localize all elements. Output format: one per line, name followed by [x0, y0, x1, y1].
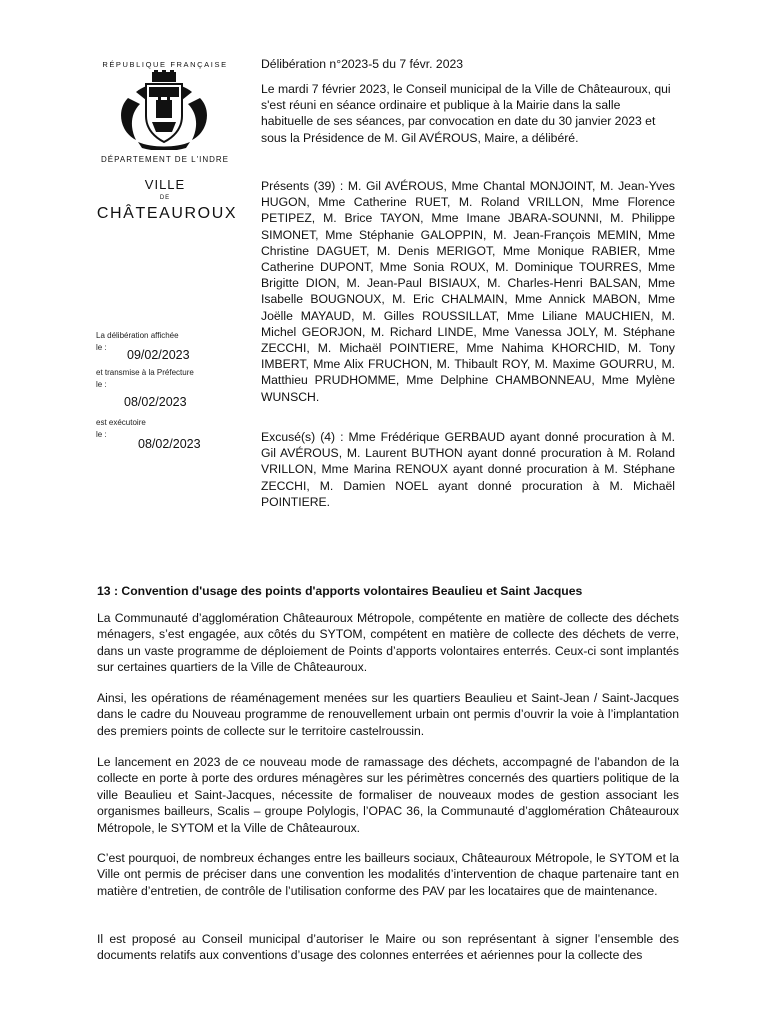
city-name: CHÂTEAUROUX	[96, 205, 238, 222]
affichee-label: La délibération affichée	[96, 331, 179, 340]
prefecture-le: le :	[96, 380, 107, 389]
affichee-date: 09/02/2023	[127, 348, 190, 362]
executoire-le: le :	[96, 430, 107, 439]
paragraph-3: Le lancement en 2023 de ce nouveau mode de ramassage des déchets, accompagné de l’abandon de la collecte en porte à porte des ordures ménagères sur les périmètres concernés des quartiers politique de la ville Beaulieu et Saint-Jacques, nécessite de formaliser de nouveaux modes de gestion associant les organismes bailleurs, Scalis – groupe Polylogis, l’OPAC 36, la Communauté d’agglomération Châteauroux Métropole, le SYTOM et la Ville de Châteauroux.	[97, 755, 679, 835]
de-label: DE	[159, 195, 171, 201]
ville-label: VILLE	[144, 177, 186, 192]
excuses-list: Excusé(s) (4) : Mme Frédérique GERBAUD ayant donné procuration à M. Gil AVÉROUS, M. Laurent BUTHON ayant donné procuration à M. Roland VRILLON, Mme Marina RENOUX ayant donné procuration à M. Stéphane ZECCHI, M. Damien NOEL ayant donné procuration à M. Michaël POINTIERE.	[261, 430, 675, 509]
section-title: 13 : Convention d'usage des points d'apports volontaires Beaulieu et Saint Jacques	[97, 584, 583, 598]
paragraph-2: Ainsi, les opérations de réaménagement menées sur les quartiers Beaulieu et Saint-Jean / Saint-Jacques dans le cadre du Nouveau programme de renouvellement urbain ont permis d’ouvrir la voie à l’implantation des premiers points de collecte sur le territoire castelroussin.	[97, 691, 679, 738]
prefecture-date: 08/02/2023	[124, 395, 187, 409]
deliberation-intro: Le mardi 7 février 2023, le Conseil municipal de la Ville de Châteauroux, qui s'est réuni en séance ordinaire et publique à la Mairie dans la salle habituelle de ses séances, par convocation en date du 30 janvier 2023 et sous la Présidence de M. Gil AVÉROUS, Maire, a délibéré.	[261, 82, 671, 145]
prefecture-label: et transmise à la Préfecture	[96, 368, 194, 377]
paragraph-1: La Communauté d’agglomération Châteauroux Métropole, compétente en matière de collecte des déchets ménagers, s’est engagée, aux côtés du SYTOM, compétent en matière de collecte des déchets de verre, dans un vaste programme de déploiement de Points d’apports volontaires enterrés. Ceux-ci sont implantés sur certaines quartiers de la Ville de Châteauroux.	[97, 611, 679, 675]
deliberation-number: Délibération n°2023-5 du 7 févr. 2023	[261, 57, 464, 71]
paragraph-5: Il est proposé au Conseil municipal d’autoriser le Maire ou son représentant à signer l’ensemble des documents relatifs aux conventions d’usage des colonnes enterrées et aériennes pour la collecte des	[97, 932, 679, 963]
paragraph-4: C’est pourquoi, de nombreux échanges entre les bailleurs sociaux, Châteauroux Métropole, le SYTOM et la Ville ont permis de préciser dans une convention les modalités d’intervention de chaque partenaire tant en matière d’entretien, de contrôle de l’utilisation conforme des PAV par les locataires que de maintenance.	[97, 851, 679, 898]
city-crest-logo	[116, 70, 212, 150]
presents-list: Présents (39) : M. Gil AVÉROUS, Mme Chantal MONJOINT, M. Jean-Yves HUGON, Mme Catherine RUET, M. Roland VRILLON, Mme Florence PETIPEZ, M. Brice TAYON, Mme Imane JBARA-SOUNNI, M. Philippe SIMONET, Mme Stéphanie GALOPPIN, M. Jean-François MEMIN, Mme Christine DAGUET, M. Denis MERIGOT, Mme Monique RABIER, Mme Catherine DUPONT, Mme Sonia ROUX, M. Dominique TOURRES, Mme Brigitte DION, M. Jean-Paul BISIAUX, M. Charles-Henri BALSAN, Mme Isabelle BOUGNOUX, M. Eric CHALMAIN, Mme Annick MABON, Mme Joëlle MAYAUD, M. Gilles ROUSSILLAT, Mme Liliane MAUCHIEN, M. Michel GEORJON, M. Richard LINDE, Mme Vanessa JOLY, M. Stéphane ZECCHI, M. Michaël POINTIERE, Mme Nahima KHORCHID, M. Tony IMBERT, Mme Alix FRUCHON, M. Thibault ROY, M. Maxime GOURRU, M. Matthieu PRUDHOMME, Mme Delphine CHAMBONNEAU, Mme Mylène WUNSCH.	[261, 179, 675, 404]
executoire-label: est exécutoire	[96, 418, 146, 427]
affichee-le: le :	[96, 343, 107, 352]
republique-francaise: RÉPUBLIQUE FRANÇAISE	[102, 60, 228, 69]
departement-indre: DÉPARTEMENT DE L'INDRE	[101, 155, 229, 164]
executoire-date: 08/02/2023	[138, 437, 201, 451]
